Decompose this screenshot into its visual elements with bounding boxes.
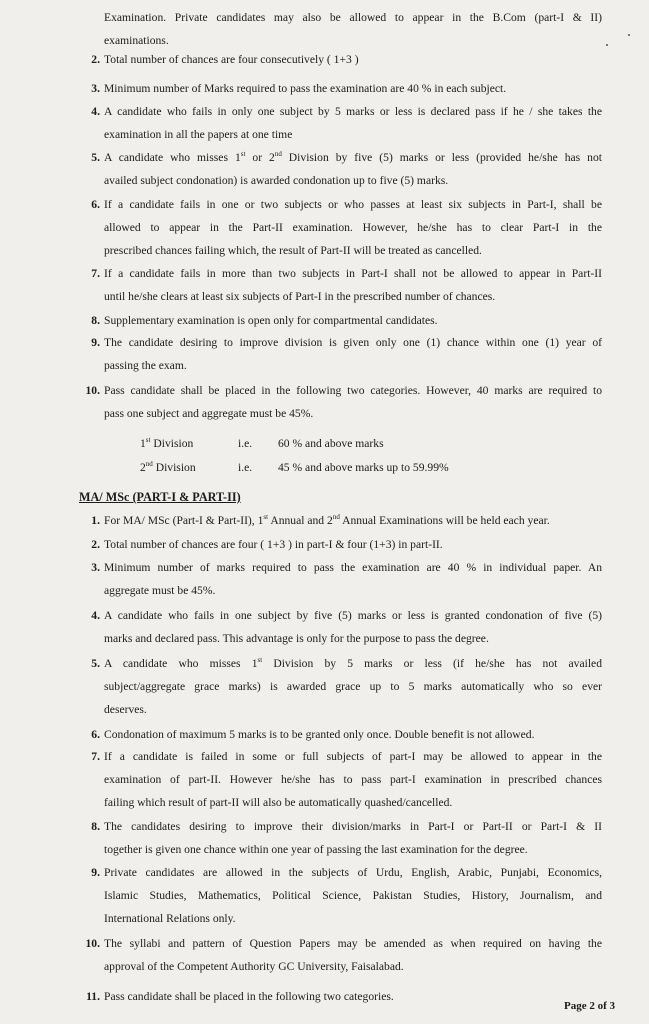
item-number: 4.: [91, 609, 100, 622]
item-line: examination in all the papers at one time: [104, 128, 293, 141]
page-number: Page 2 of 3: [563, 1000, 615, 1012]
item-line: Condonation of maximum 5 marks is to be granted only once. Double benefit is not allowed.: [104, 728, 535, 741]
item-line: together is given one chance within one year of passing the last examination for the degree.: [104, 843, 528, 856]
item-line: Supplementary examination is open only for compartmental candidates.: [104, 314, 438, 327]
item-line: Pass candidate shall be placed in the following two categories.: [104, 990, 394, 1003]
item-line: For MA/ MSc (Part-I & Part-II), 1st Annual and 2nd Annual Examinations will be held each year.: [104, 513, 550, 527]
item-number: 3.: [91, 561, 100, 574]
item-line: subject/aggregate grace marks) is awarded grace up to 5 marks automatically who so ever: [104, 680, 602, 693]
item-line: aggregate must be 45%.: [104, 584, 216, 597]
item-text: [104, 379, 602, 425]
item-line: approval of the Competent Authority GC University, Faisalabad.: [104, 960, 404, 973]
scan-speck: [628, 34, 630, 36]
item-line: If a candidate fails in more than two subjects in Part-I shall not be allowed to appear in Part-II: [104, 267, 602, 280]
item-text: [104, 604, 602, 650]
item-text: [104, 193, 602, 262]
division-label-2: 2nd Division: [140, 460, 196, 474]
item-text: [104, 100, 602, 146]
item-text: [104, 652, 602, 721]
item-line: deserves.: [104, 703, 147, 716]
item-text: [104, 48, 602, 71]
division-label-1: 1st Division: [140, 436, 194, 450]
item-line: The candidate desiring to improve division is given only one (1) chance within one (1) year of: [104, 336, 602, 349]
item-line: If a candidate is failed in some or full subjects of part-I may be allowed to appear in the: [104, 750, 602, 763]
division-ie-2: i.e.: [238, 461, 253, 474]
item-number: 8.: [91, 820, 100, 833]
item-line: prescribed chances failing which, the result of Part-II will be treated as cancelled.: [104, 244, 482, 257]
scan-speck: [606, 44, 608, 46]
item-line: failing which result of part-II will also be automatically quashed/cancelled.: [104, 796, 453, 809]
item-number: 11.: [86, 990, 100, 1003]
item-text: [104, 556, 602, 602]
item-text: [104, 77, 602, 100]
item-line: A candidate who misses 1st or 2nd Division by five (5) marks or less (provided he/she has not: [104, 150, 602, 164]
item-number: 9.: [91, 866, 100, 879]
item-line: pass one subject and aggregate must be 45%.: [104, 407, 314, 420]
item-text: [104, 533, 602, 556]
item-number: 4.: [91, 105, 100, 118]
item-text: [104, 985, 602, 1008]
division-value-2: 45 % and above marks up to 59.99%: [278, 461, 449, 474]
item-line: Minimum number of marks required to pass the examination are 40 % in individual paper. An: [104, 561, 602, 574]
item-number: 7.: [91, 267, 100, 280]
item-line: examination of part-II. However he/she has to pass part-I examination in prescribed chances: [104, 773, 602, 786]
item-number: 6.: [91, 728, 100, 741]
item-line: A candidate who misses 1st Division by 5 marks or less (if he/she has not availed: [104, 656, 602, 670]
item-number: 10.: [85, 384, 100, 397]
item-line: International Relations only.: [104, 912, 236, 925]
item-line: Total number of chances are four consecutively ( 1+3 ): [104, 53, 359, 66]
section-heading-ma-msc: MA/ MSc (PART-I & PART-II): [79, 490, 241, 504]
item-text: [104, 262, 602, 308]
item-number: 5.: [91, 151, 100, 164]
item-line: The syllabi and pattern of Question Papers may be amended as when required on having the: [104, 937, 602, 950]
item-line: Total number of chances are four ( 1+3 ) in part-I & four (1+3) in part-II.: [104, 538, 443, 551]
item-line: The candidates desiring to improve their division/marks in Part-I or Part-II or Part-I & II: [104, 820, 602, 833]
item-line: availed subject condonation) is awarded condonation up to five (5) marks.: [104, 174, 449, 187]
division-value-1: 60 % and above marks: [278, 437, 384, 450]
item-line: Islamic Studies, Mathematics, Political Science, Pakistan Studies, History, Journalism, and: [104, 889, 602, 902]
item-number: 2.: [91, 538, 100, 551]
item-number: 1.: [91, 514, 100, 527]
item-text: [104, 509, 602, 532]
item-text: [104, 861, 602, 930]
item-number: 2.: [91, 53, 100, 66]
item-text: [104, 331, 602, 377]
division-ie-1: i.e.: [238, 437, 253, 450]
item-text: [104, 932, 602, 978]
item-number: 10.: [85, 937, 100, 950]
item-line: passing the exam.: [104, 359, 187, 372]
item-line: allowed to appear in the Part-II examination. However, he/she has to clear Part-I in the: [104, 221, 602, 234]
item-line: Private candidates are allowed in the subjects of Urdu, English, Arabic, Punjabi, Economics,: [104, 866, 602, 879]
item-text: [104, 815, 602, 861]
item-text: [104, 309, 602, 332]
item-text: [104, 723, 602, 746]
item-number: 6.: [91, 198, 100, 211]
item-line: Minimum number of Marks required to pass the examination are 40 % in each subject.: [104, 82, 507, 95]
item-text: [104, 745, 602, 814]
item-line: A candidate who fails in only one subject by 5 marks or less is declared pass if he / she takes the: [104, 105, 602, 118]
item-line: If a candidate fails in one or two subjects or who passes at least six subjects in Part-I, shall be: [104, 198, 602, 211]
intro-line-2: examinations.: [104, 34, 169, 47]
item-line: marks and declared pass. This advantage is only for the purpose to pass the degree.: [104, 632, 489, 645]
item-line: Pass candidate shall be placed in the following two categories. However, 40 marks are required to: [104, 384, 602, 397]
item-text: [104, 146, 602, 192]
item-number: 7.: [91, 750, 100, 763]
item-number: 5.: [91, 657, 100, 670]
item-line: until he/she clears at least six subjects of Part-I in the prescribed number of chances.: [104, 290, 496, 303]
item-number: 9.: [91, 336, 100, 349]
item-number: 8.: [91, 314, 100, 327]
item-line: A candidate who fails in one subject by five (5) marks or less is granted condonation of five (5): [104, 609, 602, 622]
intro-line-1: Examination. Private candidates may also be allowed to appear in the B.Com (part-I & II): [104, 11, 602, 24]
item-number: 3.: [91, 82, 100, 95]
